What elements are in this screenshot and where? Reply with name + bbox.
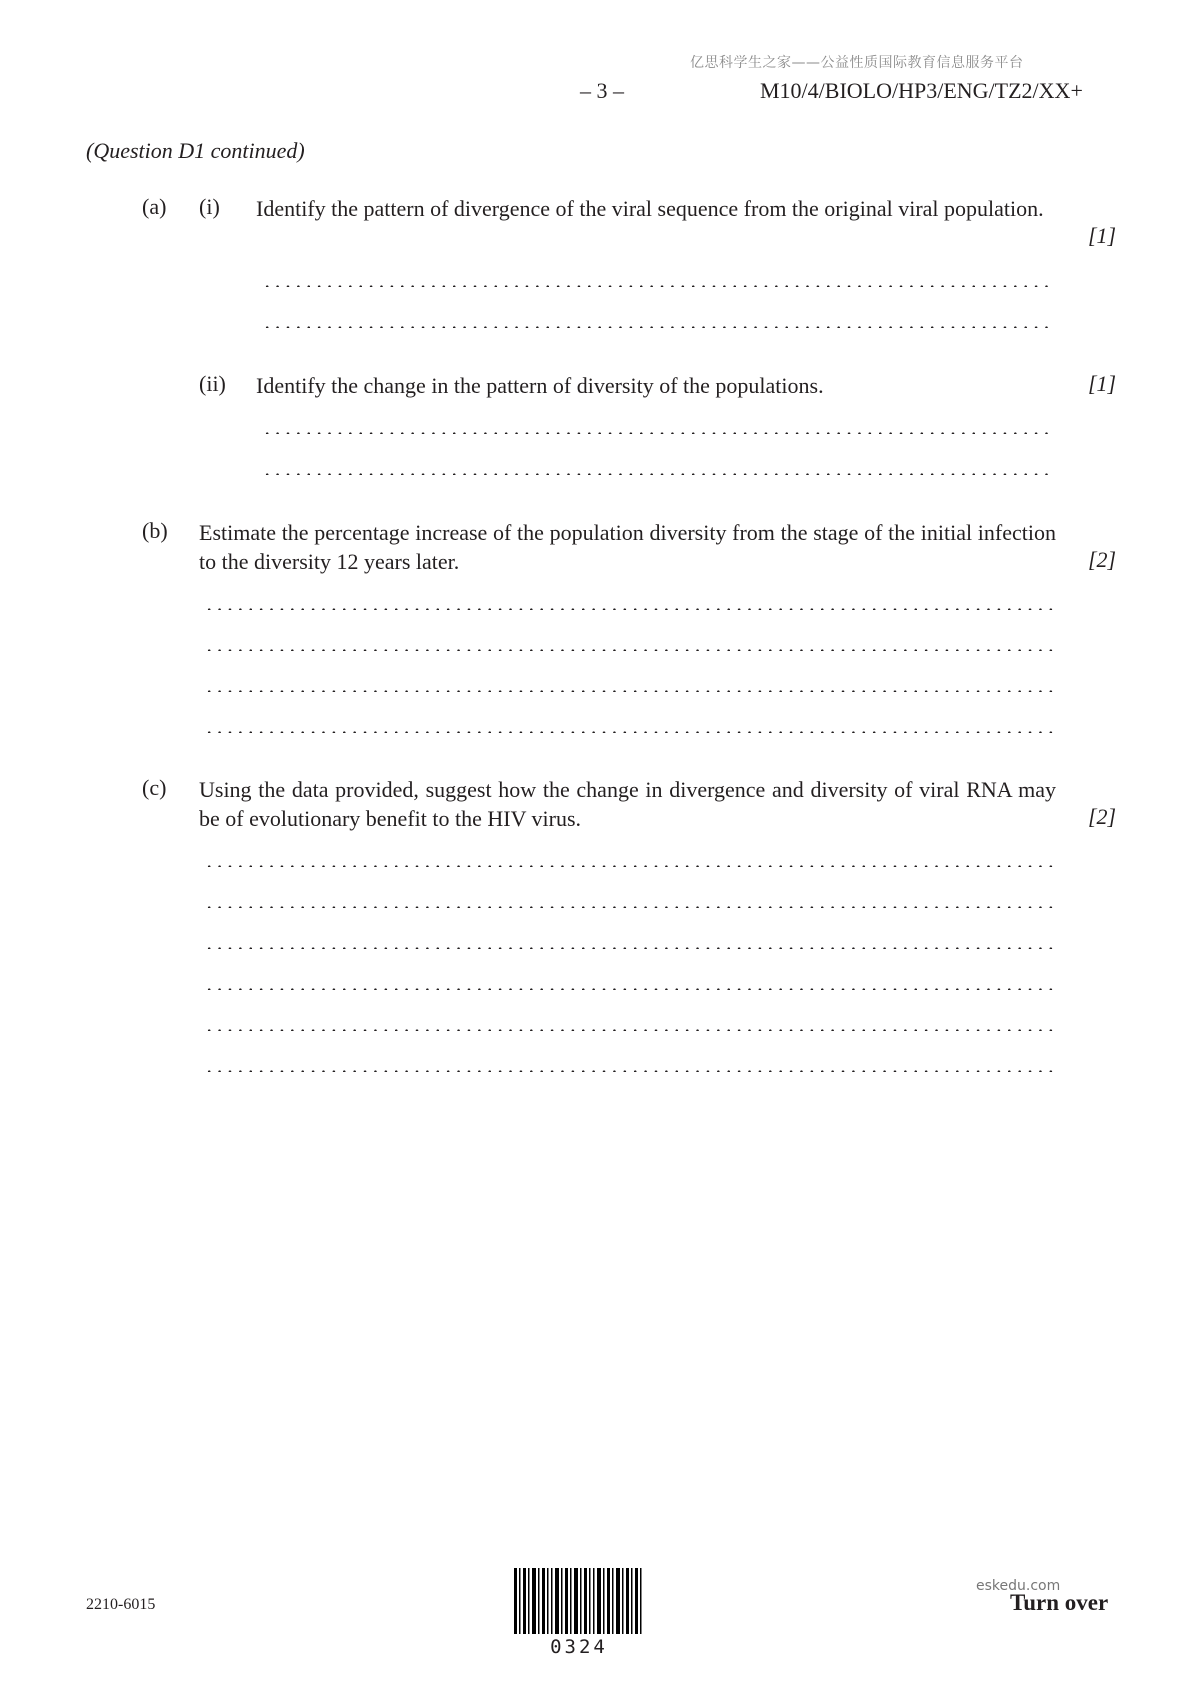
question-b-label: (b): [142, 518, 168, 543]
continued-label: (Question D1 continued): [86, 138, 305, 163]
answer-line[interactable]: [204, 1029, 1054, 1031]
question-a-ii-text: Identify the change in the pattern of diversity of the populations.: [256, 373, 824, 398]
barcode-number: 0324: [550, 1636, 608, 1658]
answer-line[interactable]: [204, 690, 1054, 692]
answer-line[interactable]: [262, 285, 1054, 287]
question-c-text: Using the data provided, suggest how the change in divergence and diversity of viral RNA may be of evolutionary benefit to the HIV virus.: [199, 777, 1056, 831]
answer-line[interactable]: [262, 326, 1054, 328]
question-b-text: Estimate the percentage increase of the population diversity from the stage of the initial infection to the diversity 12 years later.: [199, 520, 1056, 574]
question-c-label: (c): [142, 775, 167, 800]
answer-line[interactable]: [204, 947, 1054, 949]
answer-line[interactable]: [262, 473, 1054, 475]
answer-line[interactable]: [262, 432, 1054, 434]
question-a-ii-label: (ii): [199, 371, 226, 396]
answer-line[interactable]: [204, 906, 1054, 908]
site-watermark: eskedu.com: [976, 1578, 1061, 1594]
watermark-text: 亿思科学生之家——公益性质国际教育信息服务平台: [690, 55, 1024, 71]
paper-code: M10/4/BIOLO/HP3/ENG/TZ2/XX+: [760, 78, 1083, 103]
question-a-ii-marks: [1]: [1088, 371, 1117, 396]
question-a-i-text: Identify the pattern of divergence of the viral sequence from the original viral population.: [256, 196, 1044, 221]
question-a-i-label: (i): [199, 194, 220, 219]
answer-line[interactable]: [204, 731, 1054, 733]
footer-code: 2210-6015: [86, 1596, 156, 1613]
answer-line[interactable]: [204, 865, 1054, 867]
question-a-label: (a): [142, 194, 167, 219]
page-number: – 3 –: [580, 78, 624, 103]
turn-over-label: Turn over: [1010, 1590, 1109, 1615]
question-c-marks: [2]: [1088, 804, 1117, 829]
barcode-icon: [514, 1568, 644, 1634]
answer-line[interactable]: [204, 988, 1054, 990]
answer-line[interactable]: [204, 1070, 1054, 1072]
question-a-i-marks: [1]: [1088, 223, 1117, 248]
answer-line[interactable]: [204, 649, 1054, 651]
answer-line[interactable]: [204, 608, 1054, 610]
question-b-marks: [2]: [1088, 547, 1117, 572]
